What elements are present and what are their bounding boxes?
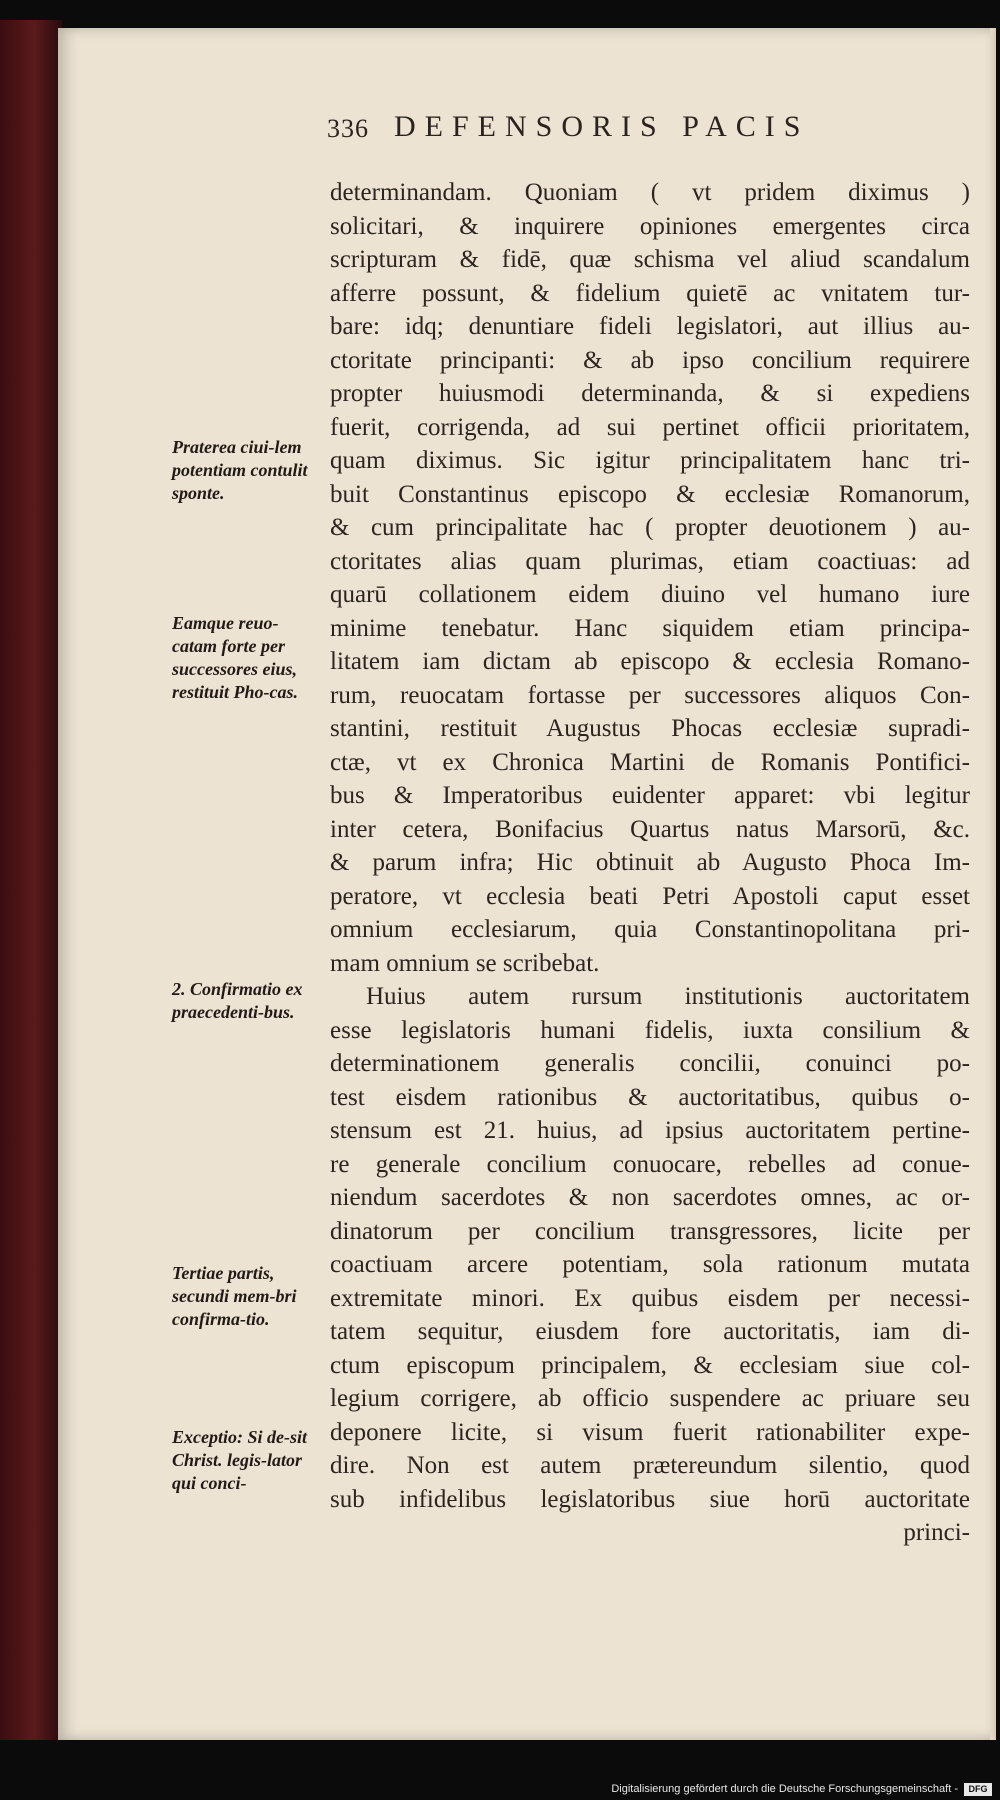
- text-line: mam omnium se scribebat.: [330, 949, 600, 977]
- text-line: ctæ, vt ex Chronica Martini de Romanis Pontifici-: [330, 748, 970, 776]
- book-spine: [0, 20, 62, 1740]
- text-line: determinandam. Quoniam ( vt pridem diximus ): [330, 179, 970, 206]
- text-line: tatem sequitur, eiusdem fore auctoritatis, iam di-: [330, 1318, 970, 1345]
- text-line: ctum episcopum principalem, & ecclesiam siue col-: [330, 1351, 970, 1379]
- running-head: [272, 106, 912, 160]
- text-line: determinationem generalis concilii, conuinci po-: [330, 1050, 970, 1077]
- text-line: quam diximus. Sic igitur principalitatem hanc tri-: [330, 447, 970, 474]
- body-text: [330, 176, 970, 1550]
- page-edge: [990, 28, 996, 1740]
- footer-bar: [0, 1778, 1000, 1800]
- text-line: buit Constantinus episcopo & ecclesiæ Romanorum,: [330, 480, 970, 508]
- marginal-note: 2. Confirmatio ex praecedenti-bus.: [172, 979, 303, 1022]
- text-line: bare: idq; denuntiare fideli legislatori, aut illius au-: [330, 313, 970, 340]
- page-number: 336: [327, 114, 369, 143]
- text-line: stantini, restituit Augustus Phocas ecclesiæ supradi-: [330, 715, 970, 742]
- text-line: litatem iam dictam ab episcopo & ecclesia Romano-: [330, 648, 970, 675]
- text-line: & parum infra; Hic obtinuit ab Augusto Phoca Im-: [330, 849, 970, 876]
- catchword: princi-: [903, 1519, 970, 1546]
- digitization-credit: Digitalisierung gefördert durch die Deutsche Forschungsgemeinschaft -: [611, 1783, 958, 1795]
- text-line: fuerit, corrigenda, ad sui pertinet officii prioritatem,: [330, 413, 970, 441]
- text-line: deponere licite, si visum fuerit rationabiliter expe-: [330, 1418, 970, 1446]
- text-line: Huius autem rursum institutionis auctoritatem: [366, 983, 970, 1010]
- text-line: & cum principalitate hac ( propter deuotionem ) au-: [330, 514, 970, 541]
- text-line: dinatorum per concilium transgressores, licite per: [330, 1217, 970, 1245]
- text-line: re generale concilium conuocare, rebelles ad conue-: [330, 1150, 970, 1178]
- running-title: DEFENSORIS PACIS: [394, 110, 810, 143]
- text-line: ctoritate principanti: & ab ipso concilium requirere: [330, 346, 970, 374]
- text-line: niendum sacerdotes & non sacerdotes omnes, ac or-: [330, 1184, 970, 1211]
- marginal-note: Tertiae partis, secundi mem-bri confirma-tio.: [172, 1263, 297, 1329]
- text-line: legium corrigere, ab officio suspendere ac priuare seu: [330, 1385, 970, 1412]
- text-line: bus & Imperatoribus euidenter apparet: vbi legitur: [330, 782, 970, 809]
- text-line: omnium ecclesiarum, quia Constantinopolitana pri-: [330, 916, 970, 943]
- text-line: ctoritates alias quam plurimas, etiam coactiuas: ad: [330, 547, 970, 575]
- text-line: solicitari, & inquirere opiniones emergentes circa: [330, 212, 970, 240]
- text-line: propter huiusmodi determinanda, & si expediens: [330, 380, 970, 407]
- marginal-note: Eamque reuo-catam forte per successores eius, restituit Pho-cas.: [172, 613, 299, 702]
- text-line: minime tenebatur. Hanc siquidem etiam principa-: [330, 614, 970, 642]
- dfg-logo: DFG: [964, 1783, 992, 1796]
- text-line: esse legislatoris humani fidelis, iuxta consilium &: [330, 1016, 970, 1044]
- text-line: sub infidelibus legislatoribus siue horū auctoritate: [330, 1485, 970, 1513]
- text-line: stensum est 21. huius, ad ipsius auctoritatem pertine-: [330, 1117, 970, 1144]
- text-line: scripturam & fidē, quæ schisma vel aliud scandalum: [330, 246, 970, 273]
- text-line: peratore, vt ecclesia beati Petri Apostoli caput esset: [330, 882, 970, 910]
- text-line: coactiuam arcere potentiam, sola rationum mutata: [330, 1251, 970, 1278]
- text-line: afferre possunt, & fidelium quietē ac vnitatem tur-: [330, 279, 970, 307]
- text-line: inter cetera, Bonifacius Quartus natus Marsorū, &c.: [330, 815, 970, 843]
- marginal-note: Praterea ciui-lem potentiam contulit sponte.: [172, 437, 308, 503]
- text-line: extremitate minori. Ex quibus eisdem per necessi-: [330, 1284, 970, 1312]
- text-line: rum, reuocatam fortasse per successores aliquos Con-: [330, 681, 970, 709]
- marginal-note: Exceptio: Si de-sit Christ. legis-lator qui conci-: [172, 1427, 307, 1493]
- text-line: quarū collationem eidem diuino vel humano iure: [330, 581, 970, 608]
- text-line: test eisdem rationibus & auctoritatibus, quibus o-: [330, 1083, 970, 1111]
- text-line: dire. Non est autem prætereundum silentio, quod: [330, 1452, 970, 1479]
